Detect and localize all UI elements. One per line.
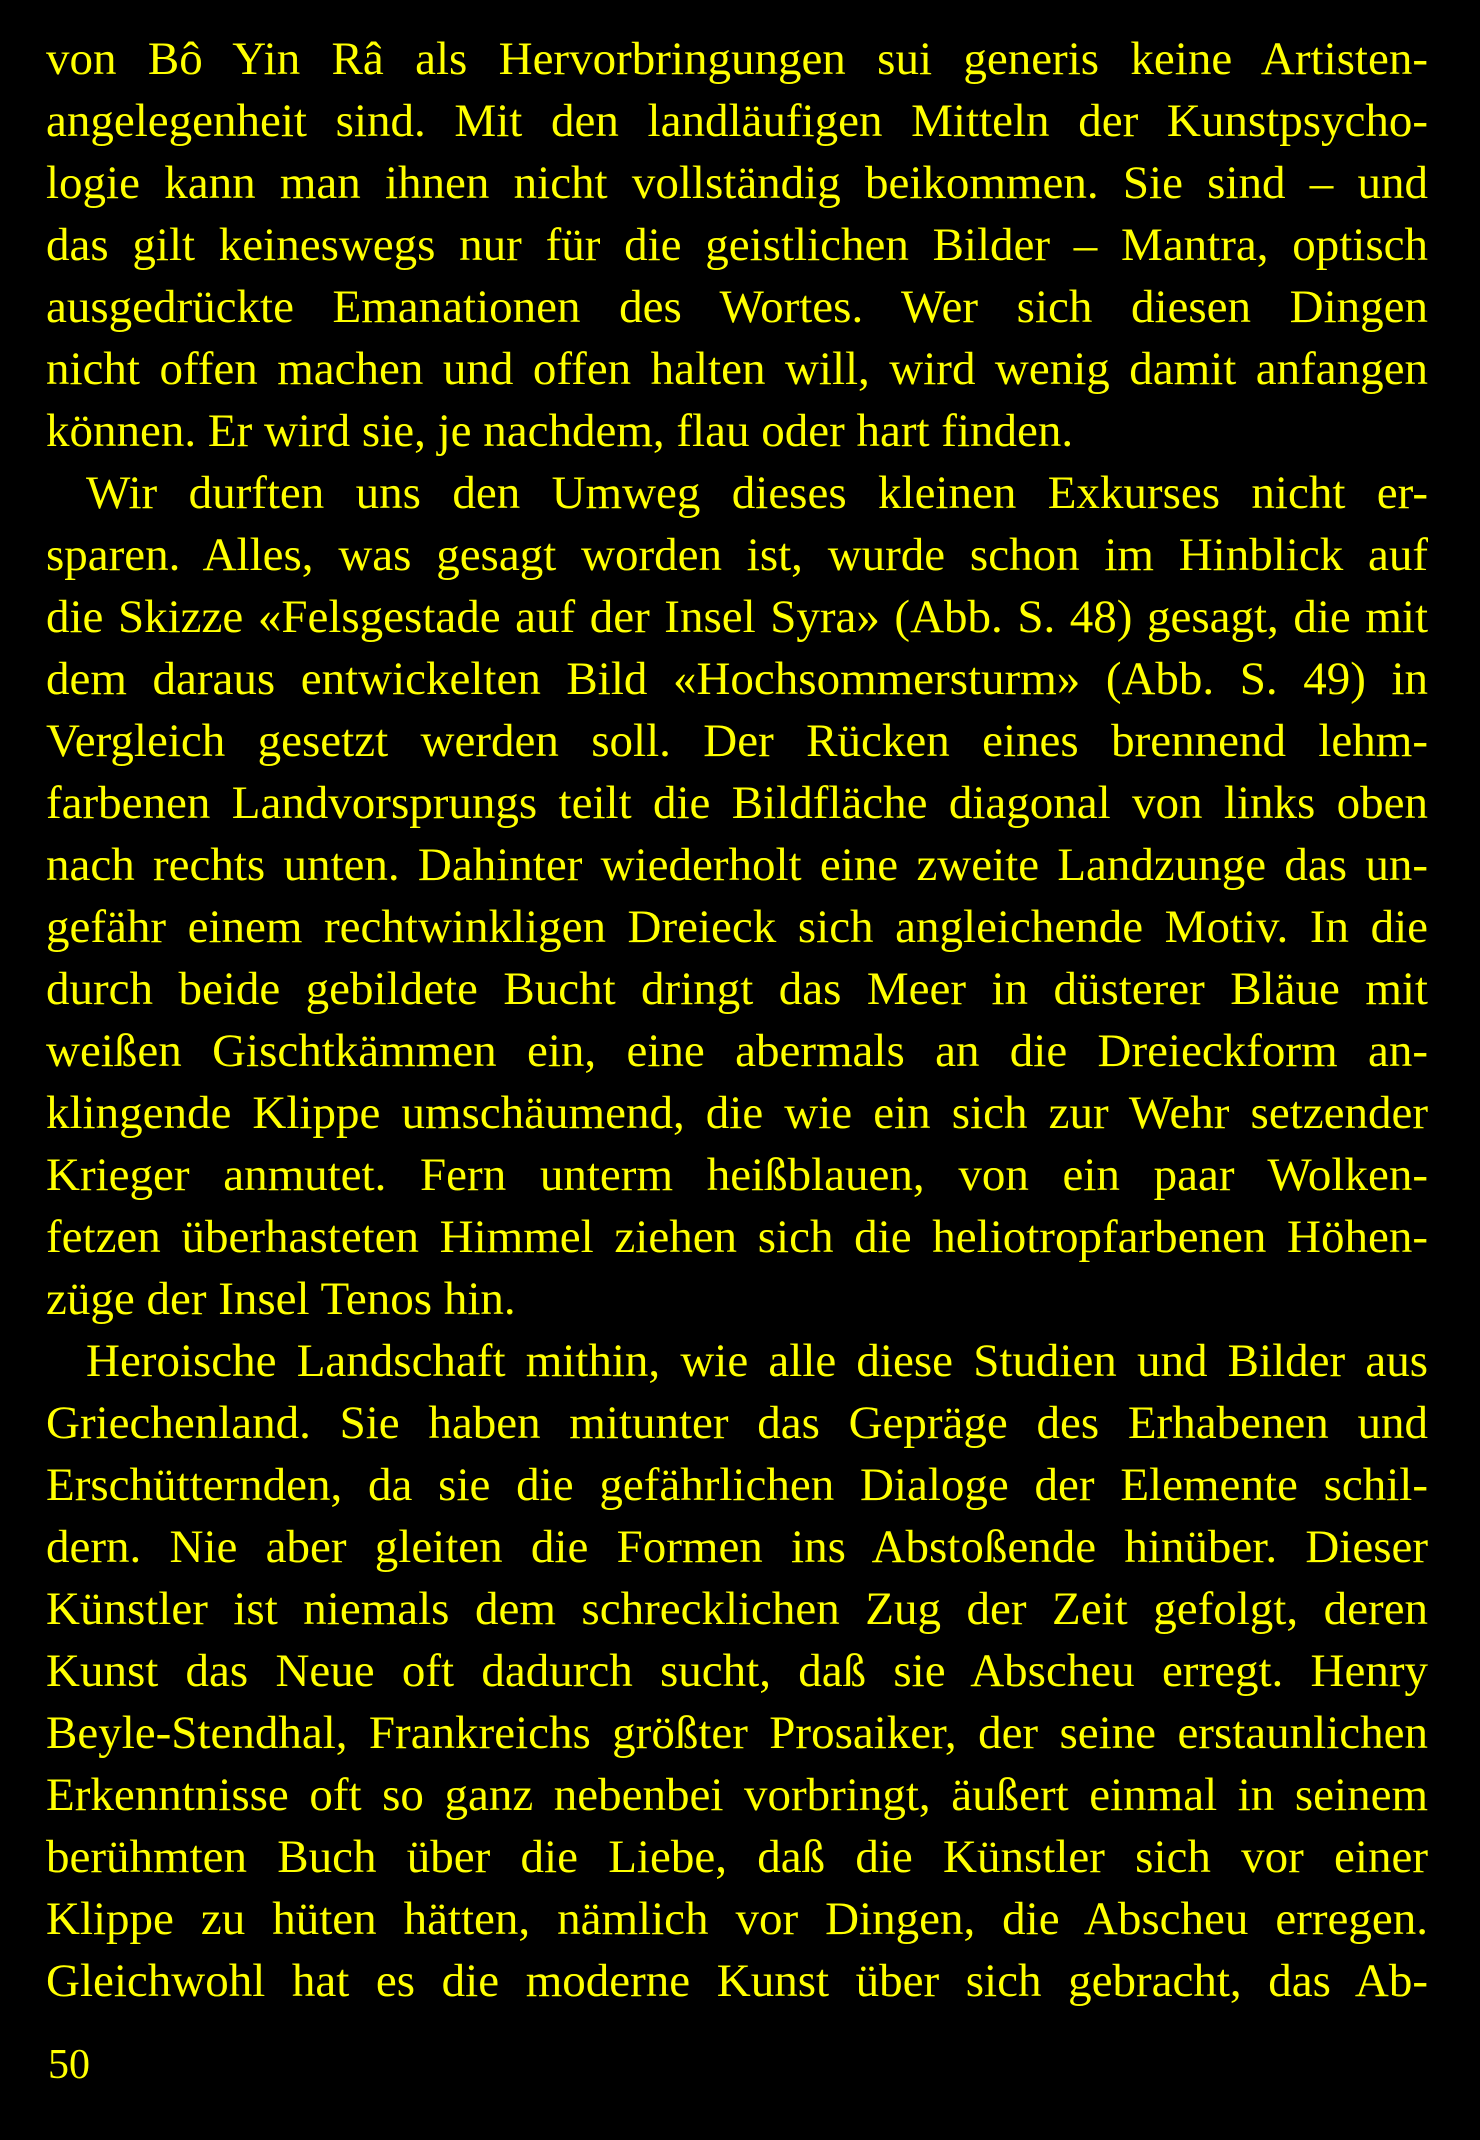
paragraph (46, 28, 1428, 462)
text-line: züge der Insel Tenos hin. (46, 1273, 516, 1325)
text-line: Vergleich gesetzt werden soll. Der Rücken eines brennend lehm- (46, 715, 1428, 767)
text-line: Künstler ist niemals dem schrecklichen Zug der Zeit gefolgt, deren (46, 1583, 1428, 1635)
text-line: Gleichwohl hat es die moderne Kunst über sich gebracht, das Ab- (46, 1955, 1428, 2007)
text-line: Erschütternden, da sie die gefährlichen Dialoge der Elemente schil- (46, 1459, 1428, 1511)
text-line: durch beide gebildete Bucht dringt das Meer in düsterer Bläue mit (46, 963, 1428, 1015)
text-line: können. Er wird sie, je nachdem, flau oder hart finden. (46, 405, 1074, 457)
text-line: dem daraus entwickelten Bild «Hochsommersturm» (Abb. S. 49) in (46, 653, 1428, 705)
text-line: fetzen überhasteten Himmel ziehen sich die heliotropfarbenen Höhen- (46, 1211, 1428, 1263)
text-line: Griechenland. Sie haben mitunter das Gepräge des Erhabenen und (46, 1397, 1428, 1449)
text-line: die Skizze «Felsgestade auf der Insel Syra» (Abb. S. 48) gesagt, die mit (46, 591, 1428, 643)
text-line: klingende Klippe umschäumend, die wie ein sich zur Wehr setzender (46, 1087, 1428, 1139)
text-line: Wir durften uns den Umweg dieses kleinen Exkurses nicht er- (86, 467, 1428, 519)
text-line: das gilt keineswegs nur für die geistlichen Bilder – Mantra, optisch (46, 219, 1428, 271)
text-line: nach rechts unten. Dahinter wiederholt eine zweite Landzunge das un- (46, 839, 1428, 891)
body-text (46, 28, 1428, 2012)
text-line: weißen Gischtkämmen ein, eine abermals an die Dreieckform an- (46, 1025, 1428, 1077)
text-line: Krieger anmutet. Fern unterm heißblauen, von ein paar Wolken- (46, 1149, 1428, 1201)
text-line: Heroische Landschaft mithin, wie alle diese Studien und Bilder aus (86, 1335, 1428, 1387)
text-line: Erkenntnisse oft so ganz nebenbei vorbringt, äußert einmal in seinem (46, 1769, 1428, 1821)
text-line: farbenen Landvorsprungs teilt die Bildfläche diagonal von links oben (46, 777, 1428, 829)
paragraph (46, 462, 1428, 1330)
text-line: angelegenheit sind. Mit den landläufigen Mitteln der Kunstpsycho- (46, 95, 1428, 147)
text-line: ausgedrückte Emanationen des Wortes. Wer sich diesen Dingen (46, 281, 1428, 333)
text-line: sparen. Alles, was gesagt worden ist, wurde schon im Hinblick auf (46, 529, 1428, 581)
text-line: nicht offen machen und offen halten will, wird wenig damit anfangen (46, 343, 1428, 395)
text-line: berühmten Buch über die Liebe, daß die Künstler sich vor einer (46, 1831, 1428, 1883)
text-line: Kunst das Neue oft dadurch sucht, daß sie Abscheu erregt. Henry (46, 1645, 1428, 1697)
text-line: gefähr einem rechtwinkligen Dreieck sich angleichende Motiv. In die (46, 901, 1428, 953)
page-number: 50 (48, 2042, 90, 2088)
text-line: Beyle-Stendhal, Frankreichs größter Prosaiker, der seine erstaunlichen (46, 1707, 1428, 1759)
text-line: von Bô Yin Râ als Hervorbringungen sui generis keine Artisten- (46, 33, 1428, 85)
text-line: dern. Nie aber gleiten die Formen ins Abstoßende hinüber. Dieser (46, 1521, 1428, 1573)
text-line: Klippe zu hüten hätten, nämlich vor Dingen, die Abscheu erregen. (46, 1893, 1428, 1945)
paragraph (46, 1330, 1428, 2012)
text-line: logie kann man ihnen nicht vollständig beikommen. Sie sind – und (46, 157, 1428, 209)
